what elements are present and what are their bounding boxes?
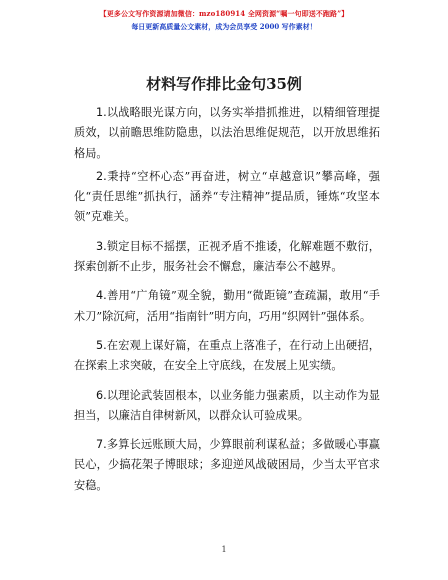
paragraph-text: 多算长远账顾大局，少算眼前利谋私益；多做暖心事赢民心，少搞花架子博眼球；多迎逆风战破困局，少当太平官求安稳。 bbox=[74, 438, 380, 492]
paragraph-number: 2. bbox=[96, 169, 107, 183]
paragraph-6 bbox=[74, 386, 380, 427]
document-title: 材料写作排比金句35例 bbox=[146, 75, 302, 93]
paragraph-number: 5. bbox=[96, 338, 107, 352]
paragraph-number: 1. bbox=[96, 106, 107, 119]
paragraph-3 bbox=[74, 237, 380, 278]
paragraph-text: 秉持“空杯心态”再奋进，树立“卓越意识”攀高峰，强化“责任思维”抓执行，涵养“专注精神”提品质，锤炼“攻坚本领”克难关。 bbox=[74, 169, 380, 224]
paragraph-7 bbox=[74, 435, 380, 496]
promo-banner-line2: 每日更新高质量公文素材，成为会员享受 2000 写作素材！ bbox=[131, 22, 317, 31]
paragraph-text: 以战略眼光谋方向，以务实举措抓推进，以精细管理提质效，以前瞻思维防隐患，以法治思维促规范，以开放思维拓格局。 bbox=[74, 106, 380, 160]
promo-banner-line1: 【更多公文写作资源请加微信：mzo180914 全网资源“嘱一句即送不跑路”】 bbox=[99, 9, 349, 18]
paragraph-5 bbox=[74, 336, 380, 377]
paragraph-text: 以理论武装固根本，以业务能力强素质，以主动作为显担当，以廉洁自律树新风，以群众认可验成果。 bbox=[74, 388, 380, 422]
paragraph-1 bbox=[74, 103, 380, 164]
paragraph-4 bbox=[74, 286, 380, 327]
page-number: 1 bbox=[221, 545, 227, 554]
paragraph-number: 6. bbox=[96, 388, 107, 402]
paragraph-text: 锁定目标不摇摆，正视矛盾不推诿，化解难题不敷衍，探索创新不止步，服务社会不懈怠，廉洁奉公不越界。 bbox=[74, 239, 380, 274]
paragraph-text: 在宏观上谋好篇，在重点上落准子，在行动上出硬招，在探索上求突破，在安全上守底线，在发展上见实绩。 bbox=[74, 338, 380, 373]
paragraph-2 bbox=[74, 167, 380, 228]
paragraph-number: 3. bbox=[96, 239, 107, 253]
document-body bbox=[74, 103, 380, 505]
paragraph-text: 善用“广角镜”观全貌，勤用“微距镜”查疏漏，敢用“手术刀”除沉疴，活用“指南针”明方向，巧用“织网针”强体系。 bbox=[74, 289, 380, 323]
paragraph-number: 4. bbox=[96, 289, 107, 303]
paragraph-number: 7. bbox=[96, 438, 107, 452]
